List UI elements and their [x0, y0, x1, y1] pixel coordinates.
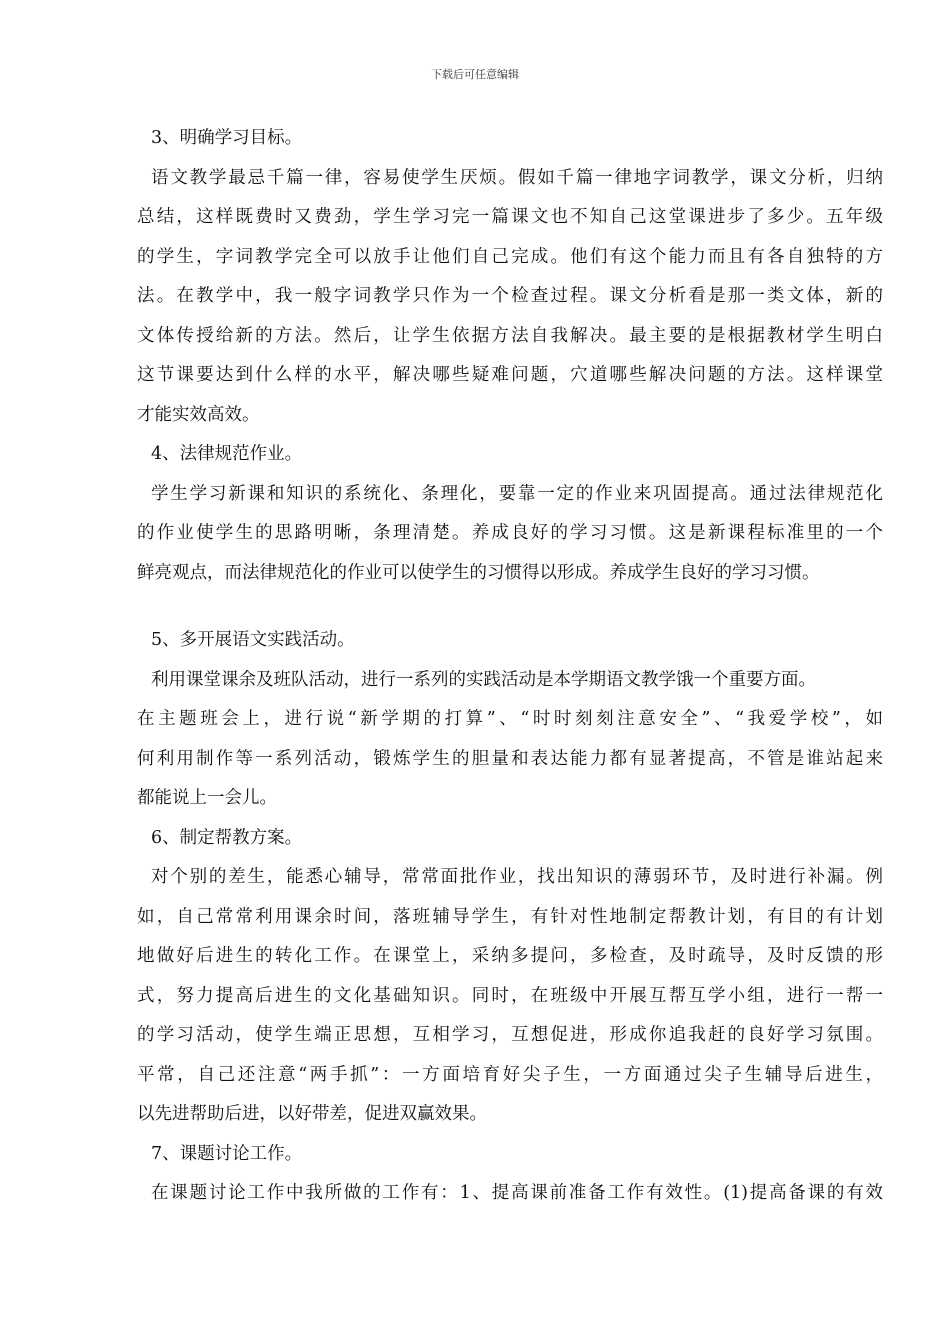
text-line: 的作业使学生的思路明晰，条理清楚。养成良好的学习习惯。这是新课程标准里的一个	[137, 523, 883, 543]
text-line: 利用课堂课余及班队活动，进行一系列的实践活动是本学期语文教学饿一个重要方面。	[151, 669, 816, 690]
text-line: 对个别的差生，能悉心辅导，常常面批作业，找出知识的薄弱环节，及时进行补漏。例	[151, 867, 883, 887]
text-line: 7、课题讨论工作。	[151, 1143, 303, 1164]
text-line: 都能说上一会儿。	[137, 788, 277, 808]
text-line: 文体传授给新的方法。然后，让学生依据方法自我解决。最主要的是根据教材学生明白	[137, 325, 883, 346]
text-line: 总结，这样既费时又费劲，学生学习完一篇课文也不知自己这堂课进步了多少。五年级	[137, 207, 883, 227]
text-line: 平常，自己还注意“两手抓”：一方面培育好尖子生，一方面通过尖子生辅导后进生，	[137, 1064, 883, 1085]
blank-line	[137, 593, 883, 621]
text-line: 4、法律规范作业。	[151, 444, 303, 464]
text-line: 如，自己常常利用课余时间，落班辅导学生，有针对性地制定帮教计划，有目的有计划	[137, 906, 883, 927]
text-line: 这节课要达到什么样的水平，解决哪些疑难问题，穴道哪些解决问题的方法。这样课堂	[137, 365, 883, 385]
text-line: 才能实效高效。	[137, 404, 260, 425]
text-line: 地做好后进生的转化工作。在课堂上，采纳多提问，多检查，及时疏导，及时反馈的形	[137, 946, 883, 966]
document-body	[137, 119, 883, 1214]
text-line: 鲜亮观点，而法律规范化的作业可以使学生的习惯得以形成。养成学生良好的学习习惯。	[137, 562, 820, 583]
page-header: 下载后可任意编辑	[431, 68, 519, 81]
text-line: 学生学习新课和知识的系统化、条理化，要靠一定的作业来巩固提高。通过法律规范化	[151, 483, 883, 504]
text-line: 的学习活动，使学生端正思想，互相学习，互想促进，形成你追我赶的良好学习氛围。	[137, 1025, 883, 1045]
text-line: 何利用制作等一系列活动，锻炼学生的胆量和表达能力都有显著提高，不管是谁站起来	[137, 748, 883, 769]
text-line: 以先进帮助后进，以好带差，促进双赢效果。	[137, 1104, 487, 1124]
text-line: 法。在教学中，我一般字词教学只作为一个检查过程。课文分析看是那一类文体，新的	[137, 286, 883, 306]
text-line: 3、明确学习目标。	[151, 128, 303, 148]
text-line: 语文教学最忌千篇一律，容易使学生厌烦。假如千篇一律地字词教学，课文分析，归纳	[151, 167, 883, 188]
text-line: 在主题班会上，进行说“新学期的打算”、“时时刻刻注意安全”、“我爱学校”，如	[137, 709, 883, 729]
text-line: 6、制定帮教方案。	[151, 827, 303, 848]
text-line: 式，努力提高后进生的文化基础知识。同时，在班级中开展互帮互学小组，进行一帮一	[137, 985, 883, 1006]
text-line: 的学生，字词教学完全可以放手让他们自己完成。他们有这个能力而且有各自独特的方	[137, 246, 883, 267]
text-line: 在课题讨论工作中我所做的工作有：1、提高课前准备工作有效性。(1)提高备课的有效	[151, 1183, 883, 1203]
text-line: 5、多开展语文实践活动。	[151, 630, 355, 650]
